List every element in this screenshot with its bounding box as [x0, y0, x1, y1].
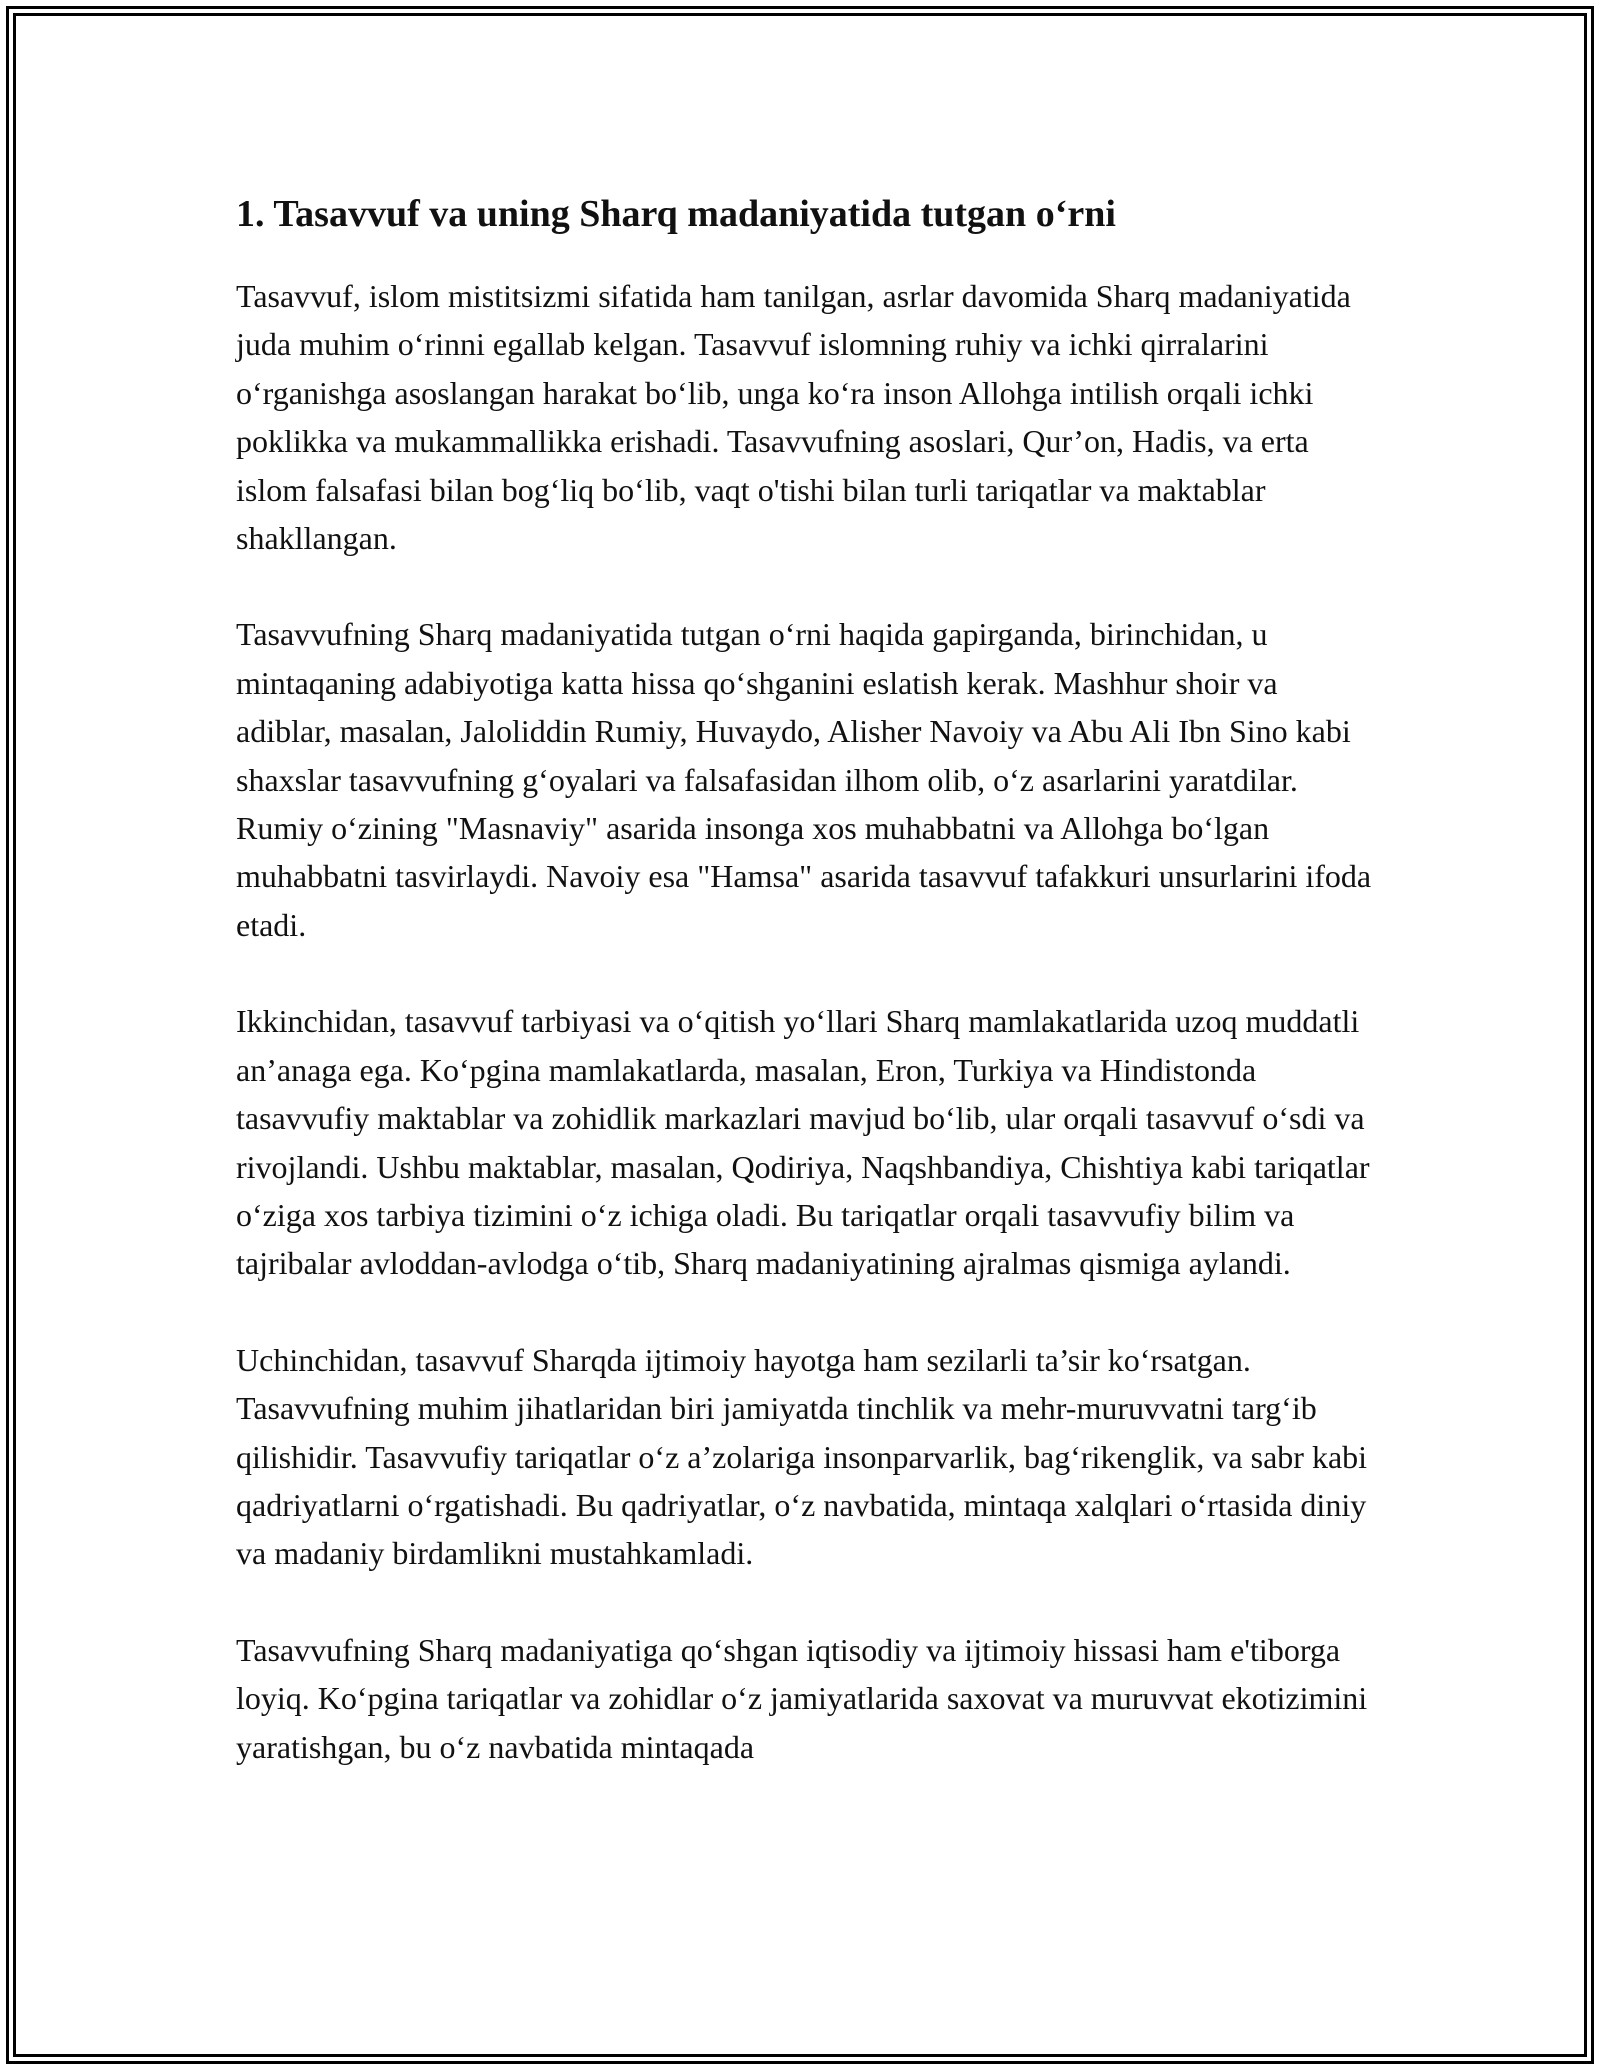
paragraph-economic: Tasavvufning Sharq madaniyatiga qo‘shgan iqtisodiy va ijtimoiy hissasi ham e'tiborga loyiq. Ko‘pgina tariqatlar va zohidlar o‘z jamiyatlarida saxovat va muruvvat ekotizimini yaratishgan, bu o‘z navbatida mintaqada	[236, 1631, 1368, 1765]
document-body	[236, 186, 1372, 1819]
paragraph-intro: Tasavvuf, islom mistitsizmi sifatida ham tanilgan, asrlar davomida Sharq madaniyatida juda muhim o‘rinni egallab kelgan. Tasavvuf islomning ruhiy va ichki qirralarini o‘rganishga asoslangan harakat bo‘lib, unga ko‘ra inson Allohga intilish orqali ichki poklikka va mukammallikka erishadi. Tasavvufning asoslari, Qur’on, Hadis, va erta islom falsafasi bilan bog‘liq bo‘lib, vaqt o'tishi bilan turli tariqatlar va maktablar shakllangan.	[236, 278, 1351, 557]
paragraph-social-life: Uchinchidan, tasavvuf Sharqda ijtimoiy hayotga ham sezilarli ta’sir ko‘rsatgan. Tasavvufning muhim jihatlaridan biri jamiyatda tinchlik va mehr-muruvvatni targ‘ib qilishidir. Tasavvufiy tariqatlar o‘z a’zolariga insonparvarlik, bag‘rikenglik, va sabr kabi qadriyatlarni o‘rgatishadi. Bu qadriyatlar, o‘z navbatida, mintaqa xalqlari o‘rtasida diniy va madaniy birdamlikni mustahkamladi.	[236, 1341, 1368, 1572]
section-heading: 1. Tasavvuf va uning Sharq madaniyatida tutgan o‘rni	[236, 193, 1116, 235]
paragraph-education: Ikkinchidan, tasavvuf tarbiyasi va o‘qitish yo‘llari Sharq mamlakatlarida uzoq muddatli an’anaga ega. Ko‘pgina mamlakatlarda, masalan, Eron, Turkiya va Hindistonda tasavvufiy maktablar va zohidlik markazlari mavjud bo‘lib, ular orqali tasavvuf o‘sdi va rivojlandi. Ushbu maktablar, masalan, Qodiriya, Naqshbandiya, Chishtiya kabi tariqatlar o‘ziga xos tarbiya tizimini o‘z ichiga oladi. Bu tariqatlar orqali tasavvufiy bilim va tajribalar avloddan-avlodga o‘tib, Sharq madaniyatining ajralmas qismiga aylandi.	[236, 1003, 1370, 1282]
paragraph-literature: Tasavvufning Sharq madaniyatida tutgan o‘rni haqida gapirganda, birinchidan, u mintaqaning adabiyotiga katta hissa qo‘shganini eslatish kerak. Mashhur shoir va adiblar, masalan, Jaloliddin Rumiy, Huvaydo, Alisher Navoiy va Abu Ali Ibn Sino kabi shaxslar tasavvufning g‘oyalari va falsafasidan ilhom olib, o‘z asarlarini yaratdilar. Rumiy o‘zining "Masnaviy" asarida insonga xos muhabbatni va Allohga bo‘lgan muhabbatni tasvirlaydi. Navoiy esa "Hamsa" asarida tasavvuf tafakkuri unsurlarini ifoda etadi.	[236, 616, 1372, 943]
